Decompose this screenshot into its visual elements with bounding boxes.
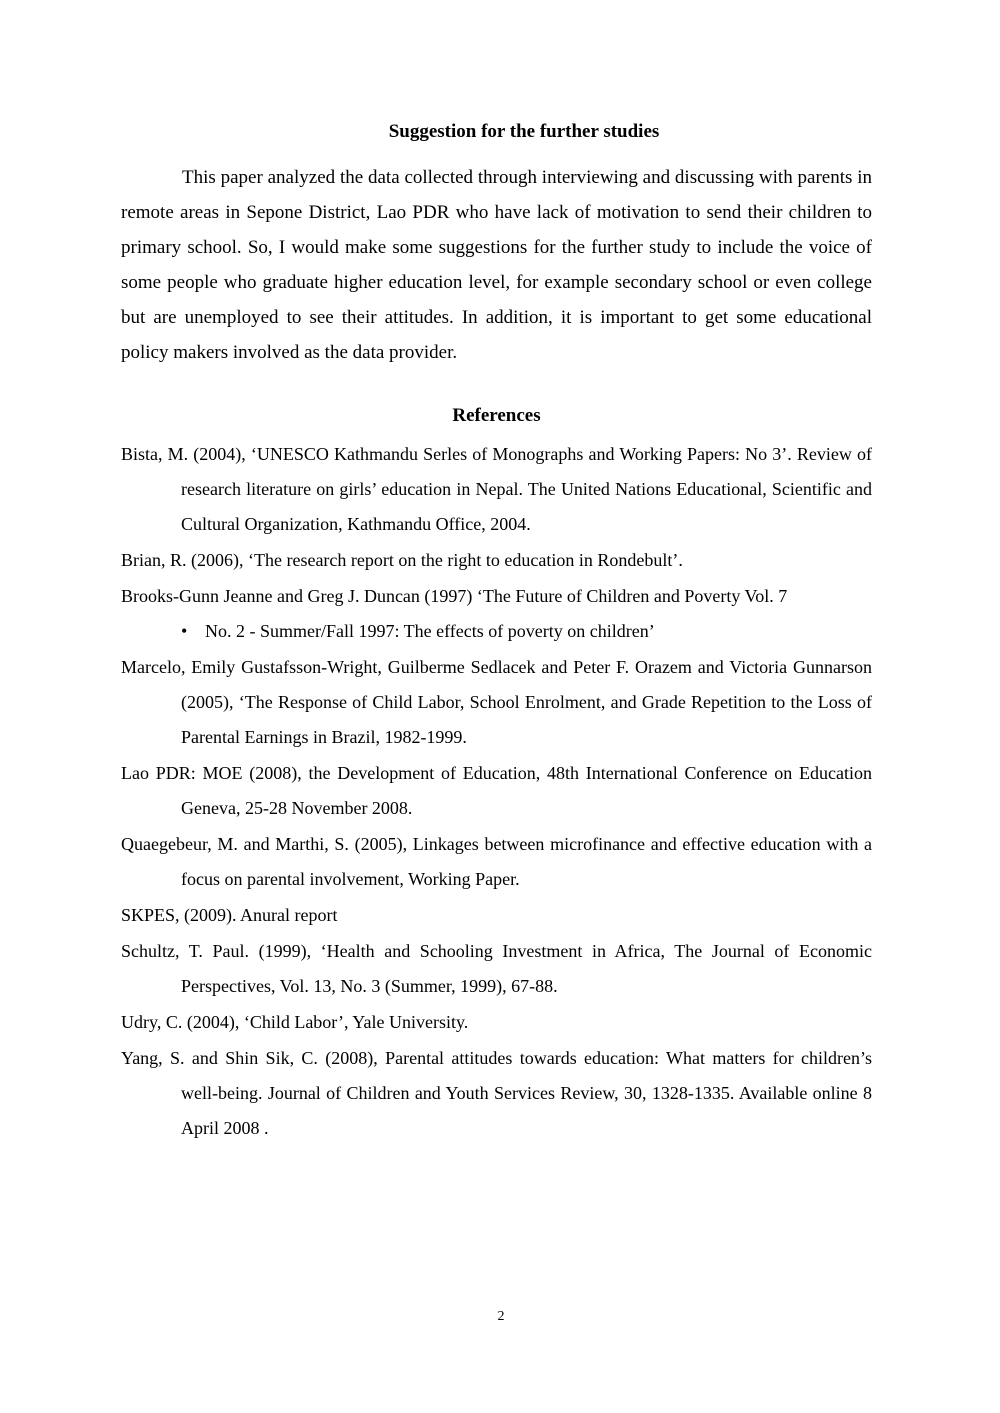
reference-text: Yang, S. and Shin Sik, C. (2008), Parental attitudes towards education: What matters for children’s well-being. Journal of Children and Youth Services Review, 30, 1328-1335. Available online 8 April 2008 .	[121, 1048, 872, 1138]
reference-item	[121, 650, 872, 755]
suggestion-paragraph: This paper analyzed the data collected through interviewing and discussing with parents in remote areas in Sepone District, Lao PDR who have lack of motivation to send their children to primary school. So, I would make some suggestions for the further study to include the voice of some people who graduate higher education level, for example secondary school or even college but are unemployed to see their attitudes. In addition, it is important to get some educational policy makers involved as the data provider.	[121, 167, 872, 363]
reference-list	[121, 437, 872, 1146]
reference-text: Quaegebeur, M. and Marthi, S. (2005), Linkages between microfinance and effective education with a focus on parental involvement, Working Paper.	[121, 834, 872, 889]
reference-item	[121, 1005, 872, 1040]
reference-text: Marcelo, Emily Gustafsson-Wright, Guilberme Sedlacek and Peter F. Orazem and Victoria Gunnarson (2005), ‘The Response of Child Labor, School Enrolment, and Grade Repetition to the Loss of Parental Earnings in Brazil, 1982-1999.	[121, 657, 872, 747]
reference-item	[121, 934, 872, 1004]
reference-text: Brooks-Gunn Jeanne and Greg J. Duncan (1997) ‘The Future of Children and Poverty Vol. 7	[121, 586, 788, 606]
suggestion-heading: Suggestion for the further studies	[388, 121, 660, 142]
page-content	[121, 119, 872, 1147]
reference-item	[121, 543, 872, 578]
reference-text: Schultz, T. Paul. (1999), ‘Health and Schooling Investment in Africa, The Journal of Economic Perspectives, Vol. 13, No. 3 (Summer, 1999), 67-88.	[121, 941, 872, 996]
reference-text: Lao PDR: MOE (2008), the Development of Education, 48th International Conference on Education Geneva, 25-28 November 2008.	[121, 763, 872, 818]
page-number: 2	[497, 1309, 505, 1324]
bullet-icon: •	[181, 621, 188, 641]
reference-text: Brian, R. (2006), ‘The research report on the right to education in Rondebult’.	[121, 550, 683, 570]
reference-item	[121, 579, 872, 649]
reference-subline-text: No. 2 - Summer/Fall 1997: The effects of poverty on children’	[205, 621, 655, 641]
reference-subline	[181, 614, 872, 649]
reference-text: Bista, M. (2004), ‘UNESCO Kathmandu Serles of Monographs and Working Papers: No 3’. Review of research literature on girls’ education in Nepal. The United Nations Educational, Scientific and Cultural Organization, Kathmandu Office, 2004.	[121, 444, 872, 534]
reference-text: Udry, C. (2004), ‘Child Labor’, Yale University.	[121, 1012, 469, 1032]
reference-item	[121, 827, 872, 897]
references-heading: References	[452, 405, 541, 426]
reference-item	[121, 437, 872, 542]
reference-item	[121, 1041, 872, 1146]
reference-text: SKPES, (2009). Anural report	[121, 905, 338, 925]
reference-item	[121, 898, 872, 933]
reference-item	[121, 756, 872, 826]
